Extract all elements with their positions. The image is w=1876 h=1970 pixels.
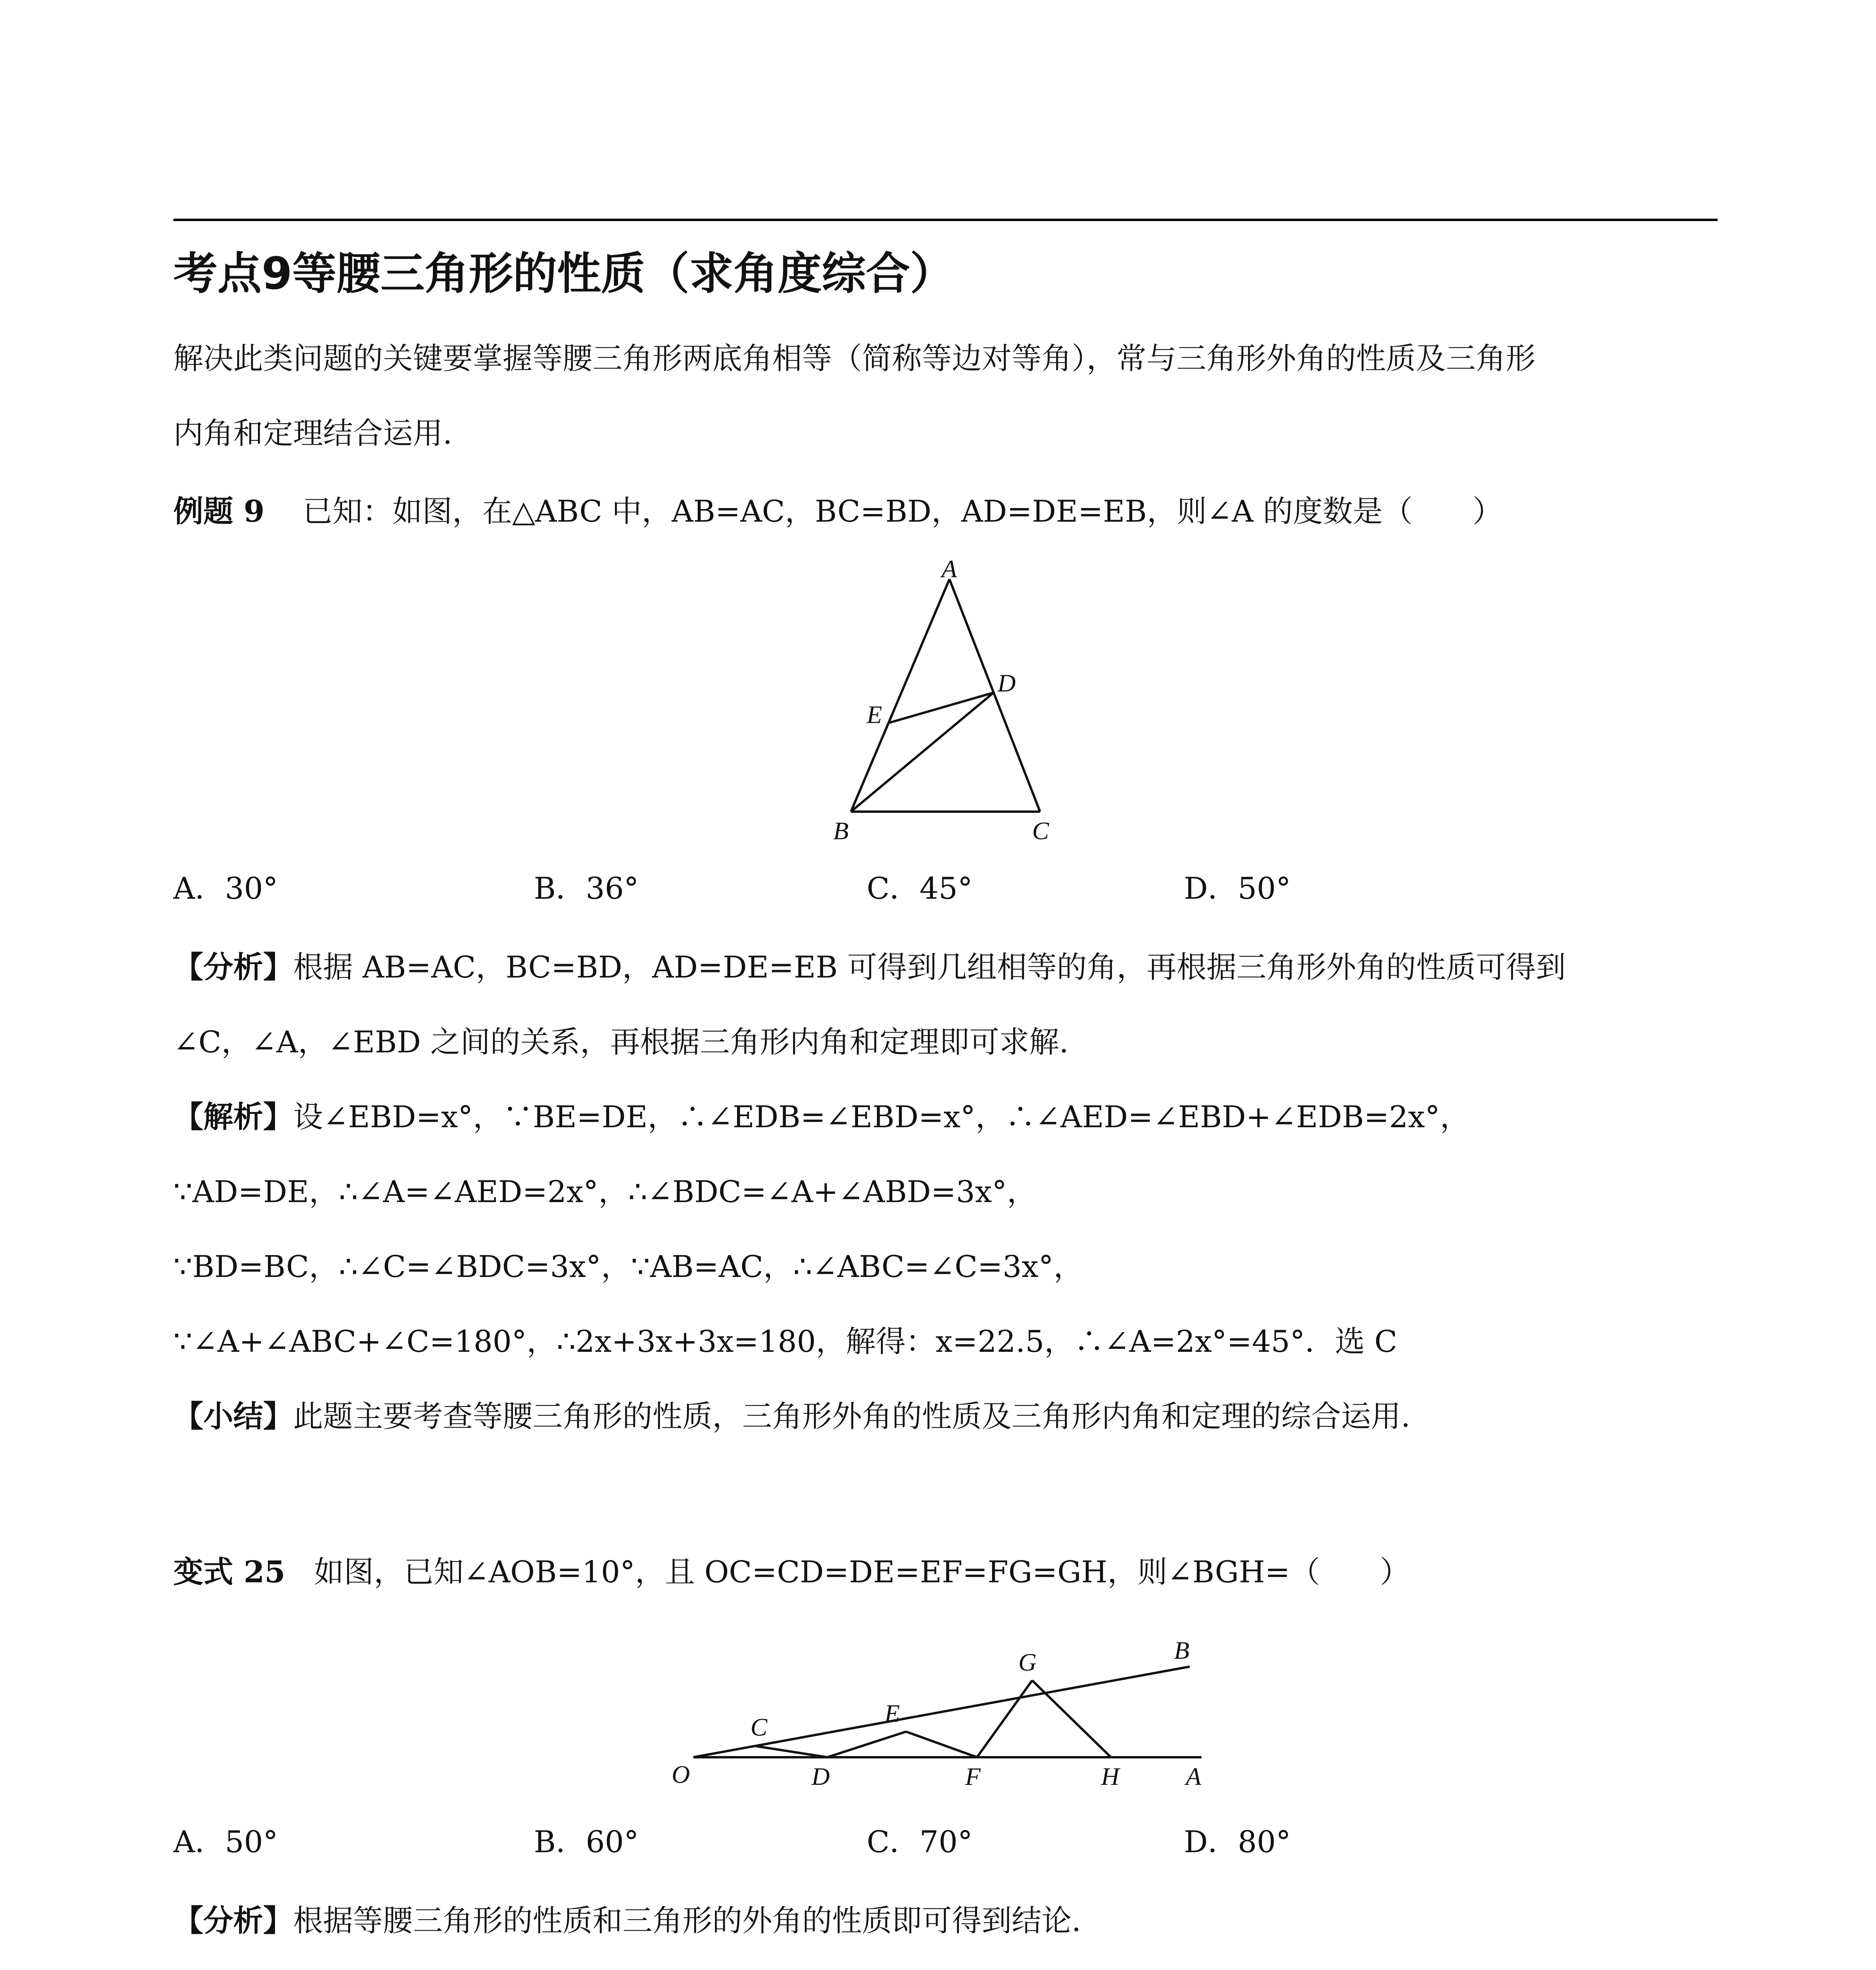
point-label-o: O: [672, 1760, 690, 1788]
point-label-g: G: [1018, 1648, 1037, 1676]
variant-question-text: 如图，已知∠AOB=10°，且 OC=CD=DE=EF=FG=GH，则∠BGH=（ ）: [314, 1554, 1410, 1589]
point-label-b2: B: [1174, 1636, 1190, 1664]
intro-line-1: 解决此类问题的关键要掌握等腰三角形两底角相等（简称等边对等角），常与三角形外角的性质及三角形: [173, 341, 1536, 376]
variant-option-d: D．80°: [1184, 1824, 1291, 1859]
point-label-a: A: [942, 556, 957, 583]
example-solution-tag: 【解析】: [173, 1099, 293, 1134]
example-summary-tag: 【小结】: [173, 1399, 293, 1434]
point-label-e2: E: [884, 1699, 900, 1727]
header-rule: [173, 219, 1718, 221]
variant-option-c: C．70°: [867, 1824, 973, 1859]
segment-ef: [906, 1732, 977, 1757]
example-option-d: D．50°: [1184, 871, 1291, 906]
example-option-b: B．36°: [534, 871, 639, 906]
variant-label: 变式 25: [173, 1554, 286, 1589]
variant-analysis-tag: 【分析】: [173, 1903, 293, 1938]
point-label-d: D: [997, 669, 1016, 697]
variant-option-b: B．60°: [534, 1824, 639, 1859]
point-label-e: E: [867, 701, 882, 729]
example-option-a: A．30°: [173, 871, 278, 906]
example-question-text: 已知：如图，在△ABC 中，AB=AC，BC=BD，AD=DE=EB，则∠A 的度数是（ ）: [302, 494, 1503, 529]
point-label-f: F: [965, 1762, 981, 1790]
variant-question: [173, 1552, 1410, 1592]
variant-analysis: 【分析】根据等腰三角形的性质和三角形的外角的性质即可得到结论.: [173, 1903, 1081, 1938]
point-label-b: B: [833, 817, 849, 845]
point-label-h: H: [1101, 1762, 1120, 1790]
segment-cd: [756, 1746, 827, 1757]
section-title: 考点9等腰三角形的性质（求角度综合）: [173, 248, 954, 299]
example-analysis-line-1: 【分析】根据 AB=AC，BC=BD，AD=DE=EB 可得到几组相等的角，再根据三角形外角的性质可得到: [173, 950, 1566, 985]
example-summary: 【小结】此题主要考查等腰三角形的性质，三角形外角的性质及三角形内角和定理的综合运用.: [173, 1399, 1411, 1434]
segment-fg: [977, 1680, 1032, 1757]
triangle-figure: [827, 556, 1087, 847]
segment-de: [827, 1732, 906, 1757]
variant-option-a: A．50°: [173, 1824, 278, 1859]
example-solution-line-3: ∵BD=BC，∴∠C=∠BDC=3x°，∵AB=AC，∴∠ABC=∠C=3x°，: [173, 1249, 1084, 1284]
example-solution-line-1: 【解析】设∠EBD=x°，∵BE=DE，∴∠EDB=∠EBD=x°，∴∠AED=∠EBD+∠EDB=2x°，: [173, 1099, 1470, 1134]
example-label: 例题 9: [173, 494, 265, 529]
segment-ed: [888, 693, 994, 723]
example-solution-line-4: ∵∠A+∠ABC+∠C=180°，∴2x+3x+3x=180，解得：x=22.5，∴∠A=2x°=45°．选 C: [173, 1324, 1397, 1359]
point-label-c: C: [1032, 817, 1049, 845]
example-analysis-tag: 【分析】: [173, 950, 293, 985]
segment-ac: [949, 579, 1040, 812]
angle-figure: [662, 1608, 1221, 1808]
segment-gh: [1032, 1680, 1111, 1757]
example-analysis-line-2: ∠C，∠A，∠EBD 之间的关系，再根据三角形内角和定理即可求解.: [173, 1024, 1069, 1059]
intro-line-2: 内角和定理结合运用.: [173, 416, 453, 451]
segment-ab: [851, 579, 949, 812]
example-question: [173, 492, 1503, 531]
example-solution-line-2: ∵AD=DE，∴∠A=∠AED=2x°，∴∠BDC=∠A+∠ABD=3x°，: [173, 1174, 1037, 1209]
point-label-a2: A: [1186, 1762, 1202, 1790]
point-label-c2: C: [750, 1713, 767, 1741]
point-label-d2: D: [812, 1762, 830, 1790]
example-option-c: C．45°: [867, 871, 973, 906]
